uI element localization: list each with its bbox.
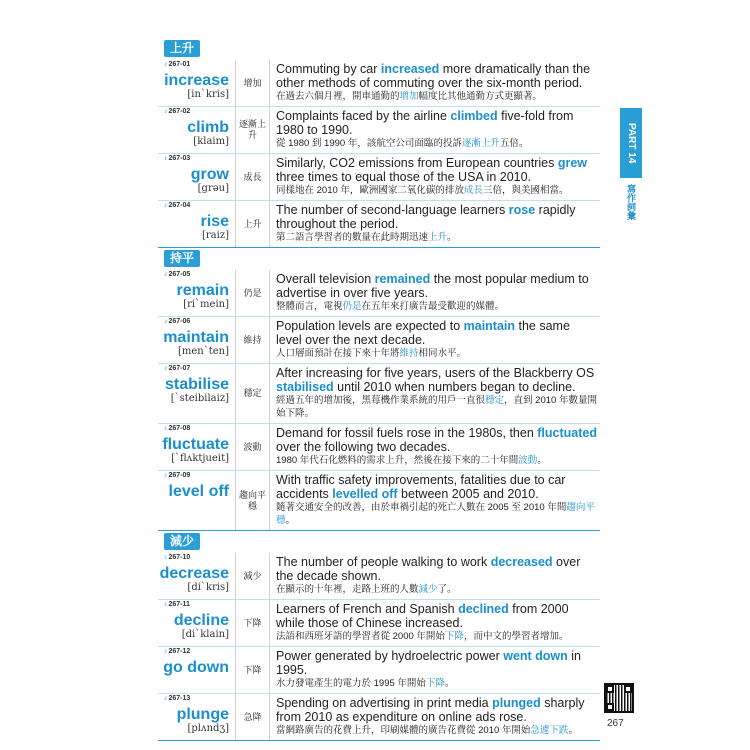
headword: climb (187, 119, 229, 136)
chinese-translation: 人口層面預計在接下來十年將維持相同水平。 (276, 348, 467, 359)
highlight-translation: 穩定 (485, 395, 505, 406)
chinese-meaning: 急降 (236, 694, 270, 740)
word-cell (158, 154, 236, 200)
chinese-translation: 法語和西班牙語的學習者從 2000 年開始下降，而中文的學習者增加。 (276, 631, 569, 642)
chinese-translation: 從 1980 到 1990 年，該航空公司面臨的投訴逐漸上升五倍。 (276, 138, 529, 149)
highlight-word: maintain (463, 319, 516, 333)
word-cell (158, 694, 236, 740)
headword: increase (164, 72, 229, 89)
vocab-entry (158, 317, 600, 364)
example-sentence (270, 424, 600, 470)
highlight-translation: 仍是 (342, 301, 362, 312)
highlight-word: climbed (450, 109, 498, 123)
chinese-meaning: 仍是 (236, 270, 270, 316)
word-cell (158, 553, 236, 599)
english-sentence: Complaints faced by the airline climbed five-fold from 1980 to 1990. (276, 109, 574, 137)
audio-track-number[interactable]: ♪ 267-03 (164, 155, 190, 162)
section-tag: 減少 (164, 533, 200, 550)
phonetic: [riˋmein] (183, 299, 229, 310)
headword: grow (190, 166, 229, 183)
part-tab: PART 14 (620, 108, 642, 178)
audio-track-number[interactable]: ♪ 267-04 (164, 202, 190, 209)
english-sentence: Population levels are expected to maintain the same level over the next decade. (276, 319, 570, 347)
phonetic: [grəu] (197, 183, 229, 194)
chinese-translation: 整體而言，電視仍是在五年來打廣告最受歡迎的媒體。 (276, 301, 505, 312)
chinese-meaning: 趨向平穩 (236, 471, 270, 530)
chinese-meaning: 減少 (236, 553, 270, 599)
example-sentence (270, 471, 600, 530)
phonetic: [ˋflʌktjueit] (171, 453, 229, 464)
highlight-translation: 減少 (418, 584, 438, 595)
audio-track-number[interactable]: ♪ 267-06 (164, 318, 190, 325)
highlight-word: decreased (490, 555, 553, 569)
chinese-meaning: 下降 (236, 600, 270, 646)
chinese-translation: 當網路廣告的花費上升，印刷媒體的廣告花費從 2010 年開始急遽下跌。 (276, 725, 578, 736)
chinese-translation: 水力發電產生的電力於 1995 年開始下降。 (276, 678, 455, 689)
page-number: 267 (607, 718, 624, 729)
chinese-meaning: 增加 (236, 60, 270, 106)
word-cell (158, 317, 236, 363)
highlight-word: levelled off (332, 486, 398, 501)
chinese-translation: 隨著交通安全的改善，由於車禍引起的死亡人數在 2005 至 2010 年間趨向平穩。 (276, 502, 595, 526)
highlight-translation: 上升 (428, 232, 448, 243)
chinese-meaning: 下降 (236, 647, 270, 693)
phonetic: [inˋkris] (187, 89, 229, 100)
english-sentence: Spending on advertising in print media plunged sharply from 2010 as expenditure on online ads rose. (276, 696, 585, 724)
audio-track-number[interactable]: ♪ 267-09 (164, 472, 190, 479)
english-sentence: The number of second-language learners rose rapidly throughout the period. (276, 203, 576, 231)
example-sentence (270, 553, 600, 599)
section-tag: 持平 (164, 250, 200, 267)
chinese-meaning: 上升 (236, 201, 270, 247)
chinese-meaning: 成長 (236, 154, 270, 200)
example-sentence (270, 600, 600, 646)
highlight-translation: 增加 (399, 91, 419, 102)
chinese-translation: 同樣地在 2010 年，歐洲國家二氧化碳的排放成長三倍，與美國相當。 (276, 185, 569, 196)
qr-code-icon[interactable] (604, 683, 634, 713)
vocab-entry (158, 60, 600, 107)
example-sentence (270, 154, 600, 200)
english-sentence: With traffic safety improvements, fatalities due to car accidents levelled off between 2005 and 2010. (276, 473, 566, 501)
english-sentence: Demand for fossil fuels rose in the 1980s, then fluctuated over the following two decades. (276, 426, 597, 454)
highlight-word: increased (380, 62, 440, 76)
vocab-entry (158, 647, 600, 694)
word-cell (158, 270, 236, 316)
word-cell (158, 60, 236, 106)
audio-track-number[interactable]: ♪ 267-08 (164, 425, 190, 432)
phonetic: [klaim] (193, 136, 229, 147)
vocab-entry (158, 154, 600, 201)
english-sentence: Power generated by hydroelectric power went down in 1995. (276, 649, 581, 677)
phonetic: [raiz] (201, 230, 229, 241)
vocab-entry (158, 424, 600, 471)
phonetic: [diˋkris] (187, 582, 229, 593)
headword: decline (173, 612, 229, 629)
highlight-word: remained (374, 272, 431, 286)
headword: rise (200, 213, 229, 230)
example-sentence (270, 647, 600, 693)
example-sentence (270, 694, 600, 740)
audio-track-number[interactable]: ♪ 267-05 (164, 271, 190, 278)
chinese-meaning: 逐漸上升 (236, 107, 270, 153)
example-sentence (270, 107, 600, 153)
chinese-translation: 1980 年代石化燃料的需求上升，然後在接下來的二十年間波動。 (276, 455, 547, 466)
highlight-word: stabilised (276, 379, 334, 394)
highlight-word: fluctuated (537, 426, 597, 440)
chinese-translation: 在過去六個月裡，開車通勤的增加幅度比其他通勤方式更顯著。 (276, 91, 543, 102)
highlight-word: declined (458, 602, 509, 616)
part-label: 寫作詞彙 (626, 184, 636, 220)
word-cell (158, 201, 236, 247)
headword: plunge (176, 706, 229, 723)
headword: level off (168, 483, 229, 500)
vocab-entry (158, 553, 600, 600)
example-sentence (270, 60, 600, 106)
phonetic: [plʌndʒ] (187, 723, 229, 734)
word-cell (158, 364, 236, 423)
highlight-word: plunged (492, 696, 541, 710)
vocab-entry (158, 364, 600, 424)
headword: fluctuate (162, 436, 229, 453)
audio-track-number[interactable]: ♪ 267-12 (164, 648, 190, 655)
example-sentence (270, 317, 600, 363)
headword: maintain (163, 329, 229, 346)
vocab-entry (158, 600, 600, 647)
vocabulary-list (158, 38, 600, 741)
audio-track-number[interactable]: ♪ 267-10 (164, 554, 190, 561)
vocab-entry (158, 270, 600, 317)
vocab-entry (158, 107, 600, 154)
chinese-meaning: 穩定 (236, 364, 270, 423)
phonetic: [menˋten] (177, 346, 229, 357)
highlight-translation: 急遽下跌 (530, 725, 569, 736)
highlight-word: rose (508, 203, 536, 217)
headword: decrease (159, 565, 229, 582)
chinese-meaning: 維持 (236, 317, 270, 363)
highlight-translation: 成長 (463, 185, 483, 196)
english-sentence: Commuting by car increased more dramatically than the other methods of commuting over the six-month period. (276, 62, 591, 90)
english-sentence: Overall television remained the most popular medium to advertise in over five years. (276, 272, 589, 300)
word-cell (158, 107, 236, 153)
word-cell (158, 424, 236, 470)
audio-track-number[interactable]: ♪ 267-02 (164, 108, 190, 115)
chinese-translation: 在顯示的十年裡，走路上班的人數減少了。 (276, 584, 457, 595)
audio-track-number[interactable]: ♪ 267-01 (164, 61, 190, 68)
highlight-translation: 逐漸上升 (461, 138, 500, 149)
example-sentence (270, 270, 600, 316)
headword: stabilise (164, 376, 229, 393)
highlight-translation: 下降 (425, 678, 445, 689)
chinese-translation: 第二語言學習者的數量在此時期迅速上升。 (276, 232, 457, 243)
audio-track-number[interactable]: ♪ 267-13 (164, 695, 190, 702)
audio-track-number[interactable]: ♪ 267-07 (164, 365, 190, 372)
english-sentence: Learners of French and Spanish declined from 2000 while those of Chinese increased. (276, 602, 569, 630)
vocab-entry (158, 471, 600, 531)
phonetic: [ˋsteibilaiz] (170, 393, 229, 404)
vocab-entry (158, 201, 600, 248)
example-sentence (270, 364, 600, 423)
highlight-translation: 波動 (518, 455, 538, 466)
english-sentence: Similarly, CO2 emissions from European countries grew three times to equal those of the USA in 2010. (276, 156, 587, 184)
chinese-translation: 經過五年的增加後，黑莓機作業系統的用戶一直很穩定，直到 2010 年數量開始下降。 (276, 395, 597, 419)
audio-track-number[interactable]: ♪ 267-11 (164, 601, 190, 608)
vocab-entry (158, 694, 600, 741)
word-cell (158, 600, 236, 646)
phonetic: [diˋklain] (181, 629, 229, 640)
english-sentence: After increasing for five years, users of the Blackberry OS stabilised until 2010 when numbers began to decline. (276, 366, 595, 394)
chinese-meaning: 波動 (236, 424, 270, 470)
highlight-translation: 維持 (399, 348, 419, 359)
example-sentence (270, 201, 600, 247)
word-cell (158, 647, 236, 693)
highlight-word: went down (503, 649, 568, 663)
highlight-word: grew (557, 156, 587, 170)
highlight-translation: 趨向平穩 (276, 502, 595, 526)
headword: remain (176, 282, 229, 299)
section-tag: 上升 (164, 40, 200, 57)
word-cell (158, 471, 236, 530)
headword: go down (163, 659, 229, 676)
highlight-translation: 下降 (444, 631, 464, 642)
english-sentence: The number of people walking to work decreased over the decade shown. (276, 555, 581, 583)
